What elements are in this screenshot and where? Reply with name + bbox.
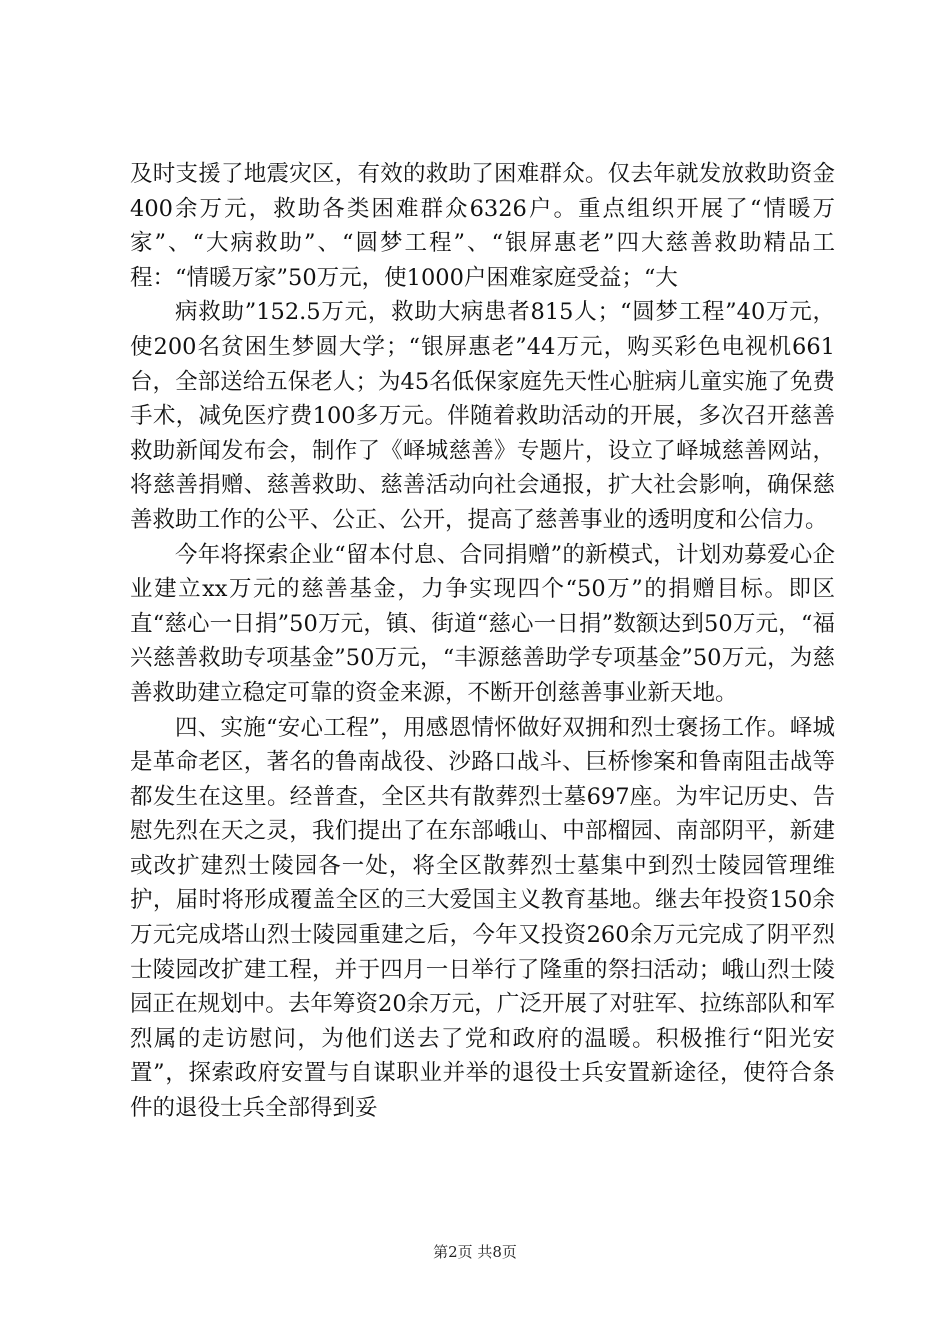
paragraph-2: 病救助”152.5万元，救助大病患者815人；“圆梦工程”40万元，使200名贫困生梦圆大学；“银屏惠老”44万元，购买彩色电视机661台，全部送给五保老人；为45名低保家庭先天性心脏病儿童实施了免费手术，减免医疗费100多万元。伴随着救助活动的开展，多次召开慈善救助新闻发布会，制作了《峄城慈善》专题片，设立了峄城慈善网站，将慈善捐赠、慈善救助、慈善活动向社会通报，扩大社会影响，确保慈善救助工作的公平、公正、公开，提高了慈善事业的透明度和公信力。 xyxy=(130,299,835,533)
page-number: 第2页 共8页 xyxy=(433,1243,517,1261)
page-footer xyxy=(0,1241,950,1262)
paragraph-4: 四、实施“安心工程”，用感恩情怀做好双拥和烈士褒扬工作。峄城是革命老区，著名的鲁南战役、沙路口战斗、巨桥惨案和鲁南阻击战等都发生在这里。经普查，全区共有散葬烈士墓697座。为牢记历史、告慰先烈在天之灵，我们提出了在东部峨山、中部榴园、南部阴平，新建或改扩建烈士陵园各一处，将全区散葬烈士墓集中到烈士陵园管理维护，届时将形成覆盖全区的三大爱国主义教育基地。继去年投资150余万元完成塔山烈士陵园重建之后，今年又投资260余万元完成了阴平烈士陵园改扩建工程，并于四月一日举行了隆重的祭扫活动；峨山烈士陵园正在规划中。去年筹资20余万元，广泛开展了对驻军、拉练部队和军烈属的走访慰问，为他们送去了党和政府的温暖。积极推行“阳光安置”，探索政府安置与自谋职业并举的退役士兵安置新途径，使符合条件的退役士兵全部得到妥 xyxy=(130,714,835,1122)
document-body xyxy=(130,157,835,1126)
paragraph-3: 今年将探索企业“留本付息、合同捐赠”的新模式，计划劝募爱心企业建立xx万元的慈善基金，力争实现四个“50万”的捐赠目标。即区直“慈心一日捐”50万元，镇、街道“慈心一日捐”数额达到50万元，“福兴慈善救助专项基金”50万元，“丰源慈善助学专项基金”50万元，为慈善救助建立稳定可靠的资金来源，不断开创慈善事业新天地。 xyxy=(130,541,835,706)
paragraph-1: 及时支援了地震灾区，有效的救助了困难群众。仅去年就发放救助资金400余万元，救助各类困难群众6326户。重点组织开展了“情暖万家”、“大病救助”、“圆梦工程”、“银屏惠老”四大慈善救助精品工程：“情暖万家”50万元，使1000户困难家庭受益；“大 xyxy=(130,161,835,291)
